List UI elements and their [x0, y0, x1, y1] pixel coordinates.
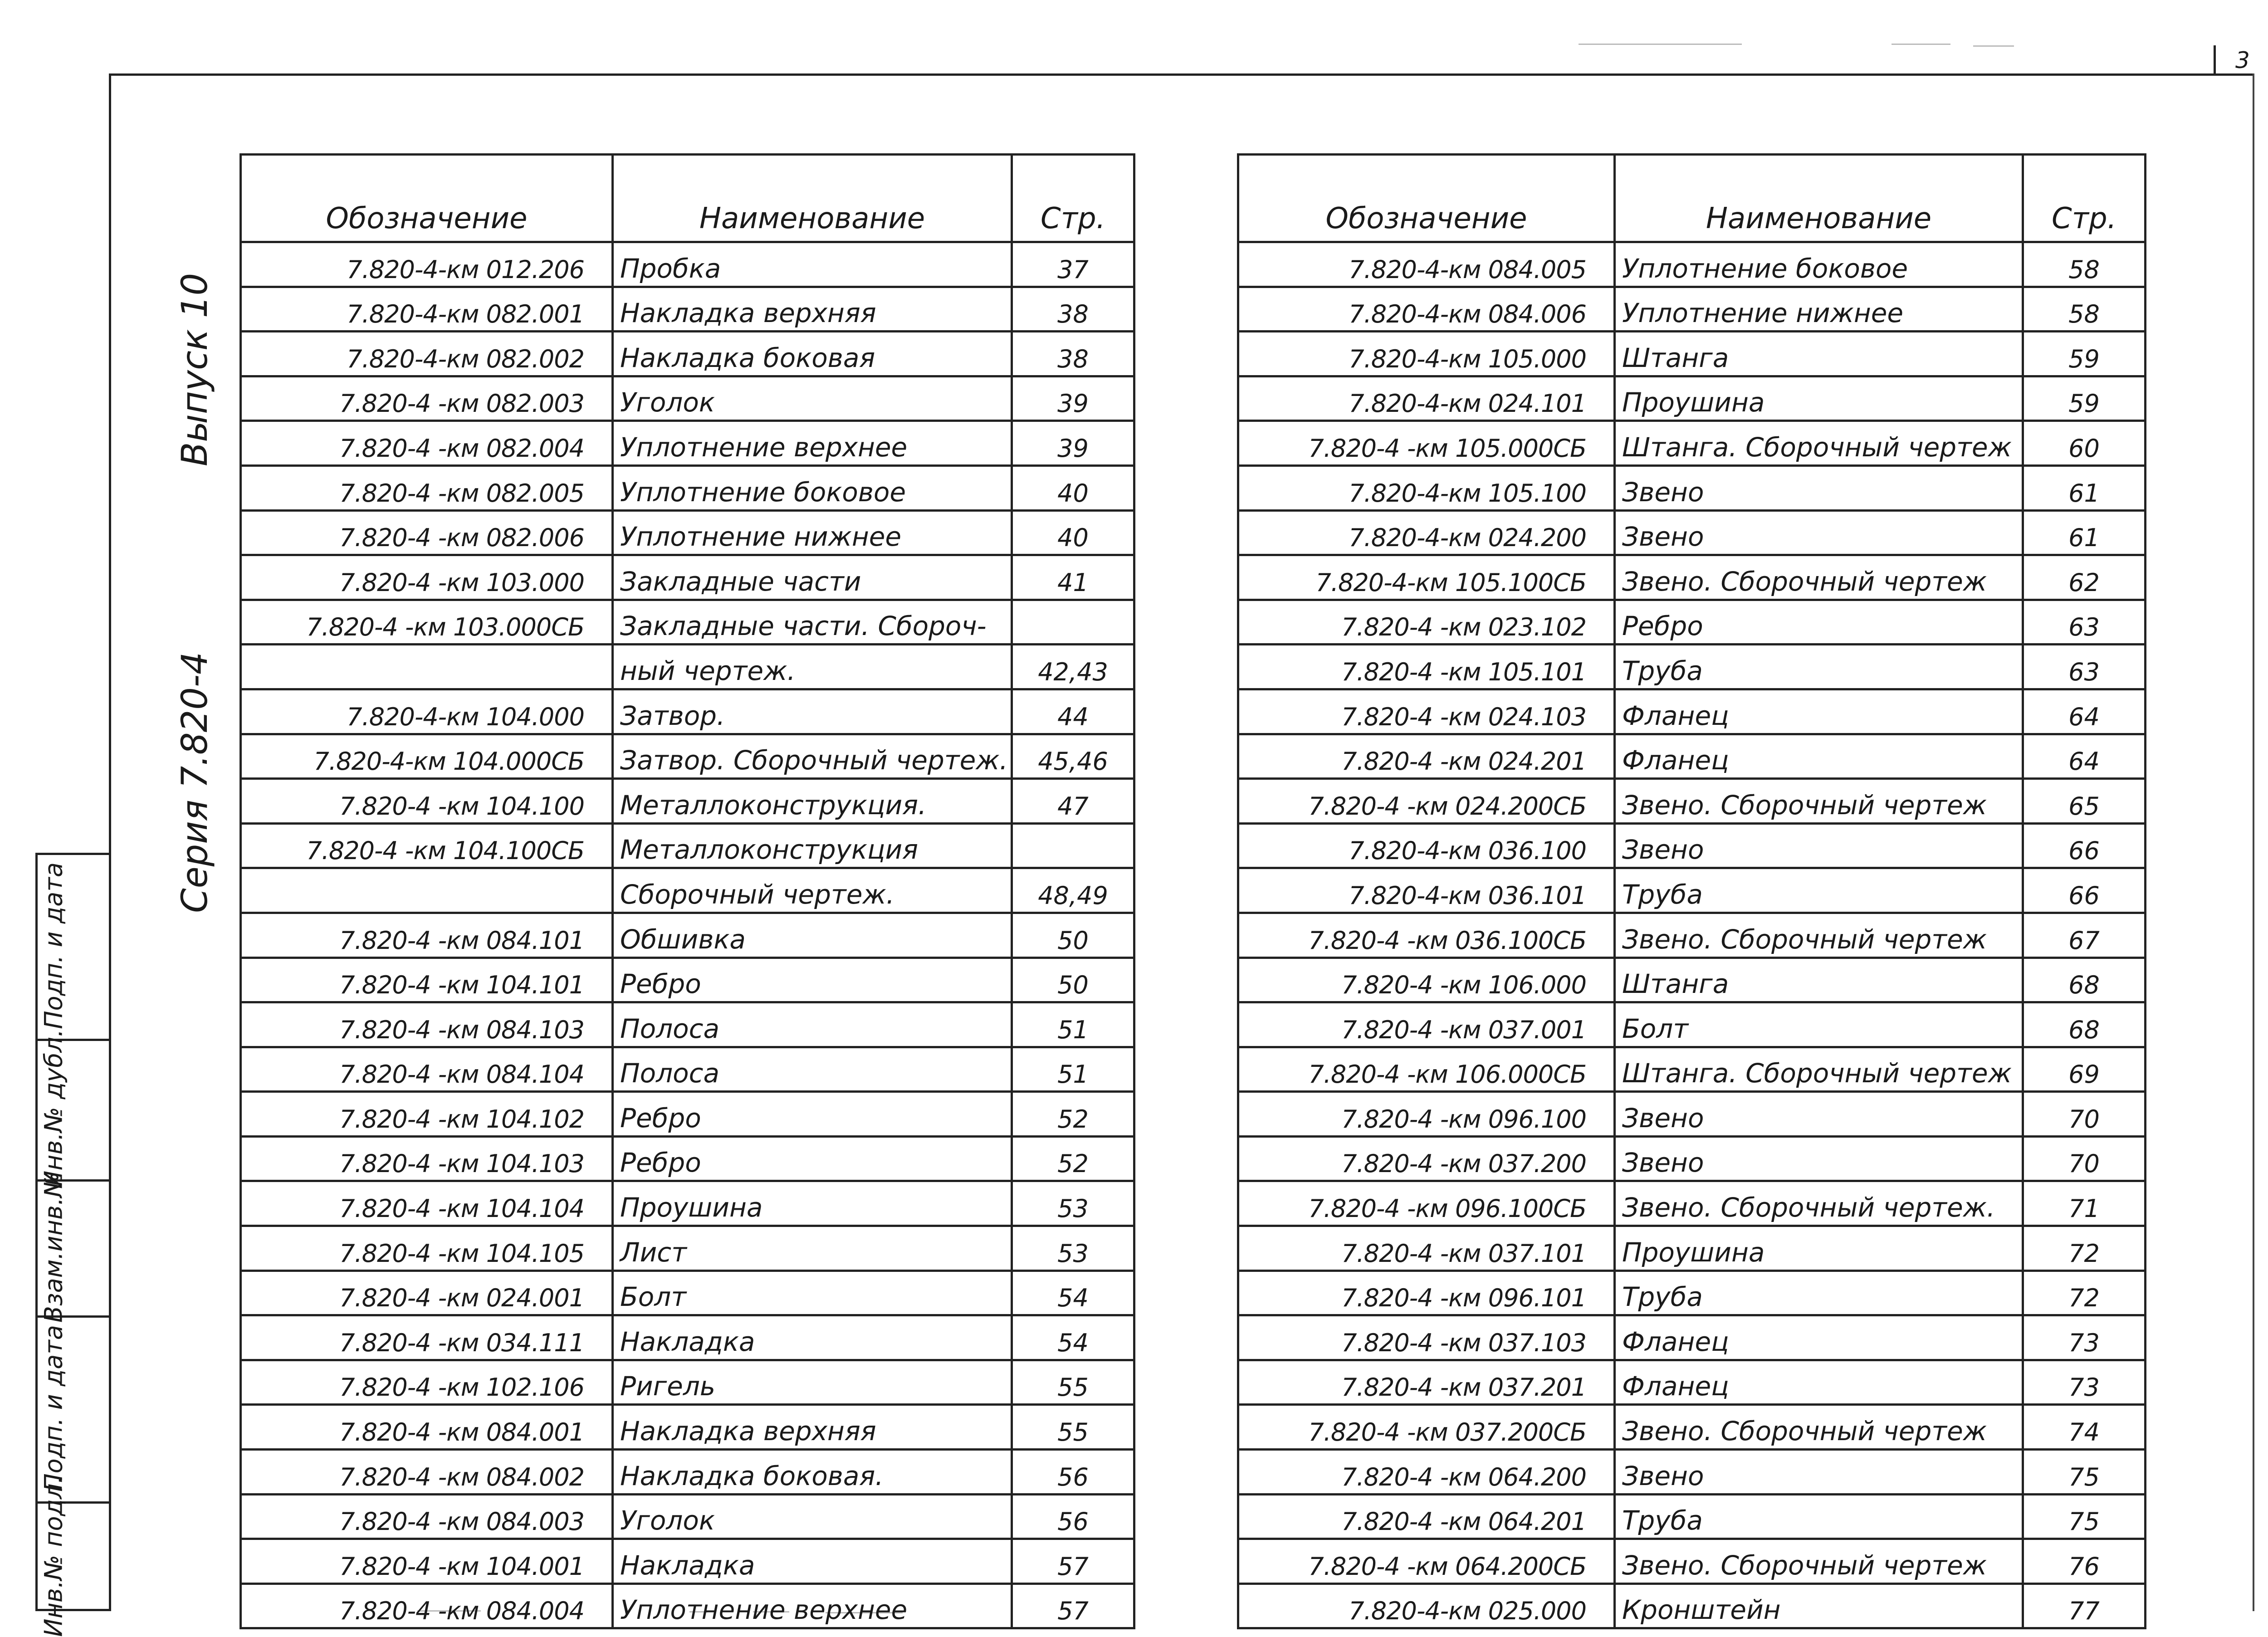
cell-name: Звено — [1615, 823, 2023, 868]
cell-page: 63 — [2023, 645, 2146, 689]
cell-name: Обшивка — [613, 913, 1012, 958]
cell-name: Звено. Сборочный чертеж — [1615, 555, 2023, 600]
table-row — [1238, 287, 2146, 332]
table-row — [241, 1315, 1134, 1360]
cell-name: Звено — [1615, 465, 2023, 510]
cell-name: Звено. Сборочный чертеж — [1615, 913, 2023, 958]
table-row — [241, 1271, 1134, 1315]
cell-page: 57 — [1012, 1583, 1134, 1628]
cell-page: 57 — [1012, 1539, 1134, 1584]
cell-name: Накладка боковая — [613, 332, 1012, 376]
cell-designation: 7.820-4 -км 082.006 — [241, 510, 613, 555]
header-designation: Обозначение — [1238, 155, 1615, 242]
cell-page: 53 — [1012, 1181, 1134, 1226]
table-row — [241, 1181, 1134, 1226]
cell-page: 38 — [1012, 332, 1134, 376]
stamp-cell — [35, 1172, 109, 1323]
cell-designation: 7.820-4 -км 064.201 — [1238, 1494, 1615, 1539]
page-number: 3 — [2235, 47, 2250, 73]
cell-page: 71 — [2023, 1181, 2146, 1226]
cell-page: 45,46 — [1012, 734, 1134, 779]
table-row — [241, 1092, 1134, 1137]
cell-designation: 7.820-4-км 012.206 — [241, 242, 613, 287]
cell-designation: 7.820-4 -км 024.103 — [1238, 689, 1615, 734]
table-row — [1238, 1181, 2146, 1226]
cell-designation: 7.820-4 -км 037.103 — [1238, 1315, 1615, 1360]
cell-name: Звено. Сборочный чертеж — [1615, 1405, 2023, 1450]
scan-mark — [1973, 45, 2014, 47]
table-row — [1238, 1494, 2146, 1539]
cell-name: Труба — [1615, 645, 2023, 689]
cell-designation: 7.820-4-км 025.000 — [1238, 1583, 1615, 1628]
scan-mark — [1892, 44, 1950, 45]
table-row — [1238, 868, 2146, 913]
cell-designation: 7.820-4 -км 084.004 — [241, 1583, 613, 1628]
cell-page: 73 — [2023, 1360, 2146, 1405]
cell-page: 44 — [1012, 689, 1134, 734]
cell-name: Металлоконструкция. — [613, 779, 1012, 824]
cell-page: 61 — [2023, 465, 2146, 510]
cell-name: Проушина — [1615, 376, 2023, 421]
cell-name: Ребро — [1615, 600, 2023, 645]
table-row — [1238, 1002, 2146, 1047]
cell-designation: 7.820-4 -км 104.100СБ — [241, 823, 613, 868]
cell-designation: 7.820-4 -км 084.001 — [241, 1405, 613, 1450]
cell-page: 40 — [1012, 465, 1134, 510]
table-row — [1238, 1271, 2146, 1315]
cell-designation: 7.820-4-км 105.100СБ — [1238, 555, 1615, 600]
cell-designation: 7.820-4 -км 064.200СБ — [1238, 1539, 1615, 1584]
cell-designation: 7.820-4 -км 103.000 — [241, 555, 613, 600]
table-row — [241, 332, 1134, 376]
cell-page: 54 — [1012, 1315, 1134, 1360]
cell-name: Звено — [1615, 1136, 2023, 1181]
cell-designation: 7.820-4-км 104.000 — [241, 689, 613, 734]
table-row — [1238, 645, 2146, 689]
cell-designation: 7.820-4-км 104.000СБ — [241, 734, 613, 779]
cell-name: Ребро — [613, 958, 1012, 1002]
cell-designation: 7.820-4 -км 082.005 — [241, 465, 613, 510]
table-row — [241, 1450, 1134, 1495]
cell-page: 58 — [2023, 242, 2146, 287]
cell-name: Затвор. Сборочный чертеж. — [613, 734, 1012, 779]
cell-designation: 7.820-4 -км 084.002 — [241, 1450, 613, 1495]
cell-name: Накладка — [613, 1315, 1012, 1360]
cell-designation: 7.820-4 -км 037.101 — [1238, 1226, 1615, 1271]
cell-page: 40 — [1012, 510, 1134, 555]
cell-name: Ригель — [613, 1360, 1012, 1405]
cell-designation: 7.820-4 -км 037.201 — [1238, 1360, 1615, 1405]
cell-designation: 7.820-4 -км 104.102 — [241, 1092, 613, 1137]
cell-page: 56 — [1012, 1494, 1134, 1539]
cell-page: 67 — [2023, 913, 2146, 958]
cell-designation: 7.820-4 -км 104.100 — [241, 779, 613, 824]
cell-name: Закладные части. Сбороч- — [613, 600, 1012, 645]
cell-name: Металлоконструкция — [613, 823, 1012, 868]
cell-name: Уплотнение верхнее — [613, 1583, 1012, 1628]
cell-name: Проушина — [1615, 1226, 2023, 1271]
cell-page: 37 — [1012, 242, 1134, 287]
cell-name: Звено. Сборочный чертеж — [1615, 779, 2023, 824]
cell-name: Уплотнение нижнее — [1615, 287, 2023, 332]
cell-page: 62 — [2023, 555, 2146, 600]
table-row — [1238, 600, 2146, 645]
cell-page: 52 — [1012, 1136, 1134, 1181]
scan-mark — [1579, 44, 1742, 45]
cell-name: Затвор. — [613, 689, 1012, 734]
cell-page: 76 — [2023, 1539, 2146, 1584]
header-name: Наименование — [613, 155, 1012, 242]
cell-designation: 7.820-4 -км 104.105 — [241, 1226, 613, 1271]
cell-designation: 7.820-4 -км 037.200СБ — [1238, 1405, 1615, 1450]
table-row — [241, 779, 1134, 824]
table-row — [241, 376, 1134, 421]
table-row — [1238, 1539, 2146, 1584]
cell-designation: 7.820-4 -км 096.101 — [1238, 1271, 1615, 1315]
cell-name: Звено — [1615, 1092, 2023, 1137]
table-row — [241, 1002, 1134, 1047]
stamp-cell — [35, 853, 109, 1039]
table-row — [241, 421, 1134, 466]
cell-name: Уплотнение верхнее — [613, 421, 1012, 466]
cell-name: Закладные части — [613, 555, 1012, 600]
cell-name: ный чертеж. — [613, 645, 1012, 689]
cell-designation: 7.820-4 -км 024.001 — [241, 1271, 613, 1315]
cell-name: Звено — [1615, 510, 2023, 555]
cell-name: Кронштейн — [1615, 1583, 2023, 1628]
cell-page: 55 — [1012, 1360, 1134, 1405]
stamp-cell-label: Подп. и дата — [39, 1325, 68, 1492]
table-row — [1238, 779, 2146, 824]
cell-designation: 7.820-4 -км 105.101 — [1238, 645, 1615, 689]
cell-page: 52 — [1012, 1092, 1134, 1137]
table-row — [241, 555, 1134, 600]
cell-name: Ребро — [613, 1136, 1012, 1181]
cell-page: 72 — [2023, 1271, 2146, 1315]
cell-page: 51 — [1012, 1002, 1134, 1047]
cell-name: Болт — [613, 1271, 1012, 1315]
cell-designation: 7.820-4 -км 102.106 — [241, 1360, 613, 1405]
cell-page: 77 — [2023, 1583, 2146, 1628]
table-row — [1238, 242, 2146, 287]
cell-page: 68 — [2023, 958, 2146, 1002]
table-row — [241, 1539, 1134, 1584]
cell-designation: 7.820-4-км 082.001 — [241, 287, 613, 332]
cell-name: Пробка — [613, 242, 1012, 287]
cell-page: 73 — [2023, 1315, 2146, 1360]
cell-page: 72 — [2023, 1226, 2146, 1271]
cell-name: Сборочный чертеж. — [613, 868, 1012, 913]
contents-table-right — [1237, 153, 2146, 1629]
table-row — [241, 1360, 1134, 1405]
table-row — [241, 287, 1134, 332]
table-row — [1238, 958, 2146, 1002]
cell-designation — [241, 868, 613, 913]
cell-page: 48,49 — [1012, 868, 1134, 913]
cell-page: 66 — [2023, 868, 2146, 913]
cell-designation: 7.820-4 -км 084.103 — [241, 1002, 613, 1047]
cell-name: Фланец — [1615, 1360, 2023, 1405]
table-row — [241, 510, 1134, 555]
cell-designation — [241, 645, 613, 689]
cell-name: Штанга. Сборочный чертеж — [1615, 421, 2023, 466]
table-row — [241, 823, 1134, 868]
cell-designation: 7.820-4 -км 084.003 — [241, 1494, 613, 1539]
cell-page: 53 — [1012, 1226, 1134, 1271]
table-row — [241, 465, 1134, 510]
table-row — [241, 645, 1134, 689]
stamp-cell-label: Подп. и дата — [39, 862, 68, 1029]
cell-page: 70 — [2023, 1136, 2146, 1181]
table-row — [1238, 734, 2146, 779]
cell-name: Уплотнение нижнее — [613, 510, 1012, 555]
table-row — [241, 1583, 1134, 1628]
cell-page — [1012, 823, 1134, 868]
issue-label: Выпуск 10 — [175, 273, 215, 467]
cell-designation: 7.820-4-км 105.100 — [1238, 465, 1615, 510]
cell-name: Лист — [613, 1226, 1012, 1271]
cell-designation: 7.820-4 -км 036.100СБ — [1238, 913, 1615, 958]
cell-designation: 7.820-4 -км 104.103 — [241, 1136, 613, 1181]
table-row — [1238, 332, 2146, 376]
cell-name: Звено — [1615, 1450, 2023, 1495]
cell-page: 55 — [1012, 1405, 1134, 1450]
cell-page: 51 — [1012, 1047, 1134, 1092]
cell-name: Звено. Сборочный чертеж — [1615, 1539, 2023, 1584]
cell-designation: 7.820-4 -км 024.201 — [1238, 734, 1615, 779]
table-row — [1238, 689, 2146, 734]
cell-name: Болт — [1615, 1002, 2023, 1047]
cell-designation: 7.820-4-км 024.101 — [1238, 376, 1615, 421]
stamp-cell-label: Инв.№ подл. — [39, 1476, 68, 1637]
cell-name: Звено. Сборочный чертеж. — [1615, 1181, 2023, 1226]
cell-designation: 7.820-4-км 105.000 — [1238, 332, 1615, 376]
frame-top-border — [109, 73, 2253, 76]
cell-page: 41 — [1012, 555, 1134, 600]
cell-page: 58 — [2023, 287, 2146, 332]
table-row — [1238, 510, 2146, 555]
cell-name: Уголок — [613, 376, 1012, 421]
cell-name: Труба — [1615, 1494, 2023, 1539]
cell-name: Фланец — [1615, 689, 2023, 734]
table-row — [1238, 1360, 2146, 1405]
table-row — [1238, 1405, 2146, 1450]
table-row — [1238, 421, 2146, 466]
cell-page: 59 — [2023, 376, 2146, 421]
table-row — [241, 600, 1134, 645]
cell-designation: 7.820-4 -км 104.001 — [241, 1539, 613, 1584]
cell-page: 50 — [1012, 958, 1134, 1002]
cell-designation: 7.820-4 -км 037.001 — [1238, 1002, 1615, 1047]
stamp-cell-label: Взам.инв.№ — [39, 1172, 68, 1323]
cell-designation: 7.820-4 -км 096.100СБ — [1238, 1181, 1615, 1226]
cell-name: Штанга — [1615, 332, 2023, 376]
cell-designation: 7.820-4 -км 104.104 — [241, 1181, 613, 1226]
table-row — [1238, 1047, 2146, 1092]
header-name: Наименование — [1615, 155, 2023, 242]
table-row — [241, 958, 1134, 1002]
cell-name: Уплотнение боковое — [613, 465, 1012, 510]
cell-designation: 7.820-4 -км 023.102 — [1238, 600, 1615, 645]
table-row — [241, 1226, 1134, 1271]
cell-designation: 7.820-4-км 084.006 — [1238, 287, 1615, 332]
cell-designation: 7.820-4 -км 082.004 — [241, 421, 613, 466]
table-header-row — [1238, 155, 2146, 242]
cell-page: 56 — [1012, 1450, 1134, 1495]
table-row — [1238, 555, 2146, 600]
cell-designation: 7.820-4 -км 096.100 — [1238, 1092, 1615, 1137]
cell-name: Накладка боковая. — [613, 1450, 1012, 1495]
cell-designation: 7.820-4 -км 034.111 — [241, 1315, 613, 1360]
stamp-cell — [35, 1315, 109, 1501]
header-page: Стр. — [1012, 155, 1134, 242]
cell-page: 75 — [2023, 1450, 2146, 1495]
table-row — [1238, 376, 2146, 421]
cell-page: 68 — [2023, 1002, 2146, 1047]
cell-designation: 7.820-4-км 082.002 — [241, 332, 613, 376]
table-row — [1238, 1136, 2146, 1181]
table-row — [1238, 1092, 2146, 1137]
cell-page: 47 — [1012, 779, 1134, 824]
cell-page: 63 — [2023, 600, 2146, 645]
table-row — [241, 1047, 1134, 1092]
cell-page: 42,43 — [1012, 645, 1134, 689]
stamp-cell — [35, 1029, 109, 1189]
cell-page — [1012, 600, 1134, 645]
cell-page: 69 — [2023, 1047, 2146, 1092]
cell-page: 70 — [2023, 1092, 2146, 1137]
cell-page: 75 — [2023, 1494, 2146, 1539]
cell-page: 50 — [1012, 913, 1134, 958]
table-row — [241, 734, 1134, 779]
cell-page: 64 — [2023, 689, 2146, 734]
cell-name: Уголок — [613, 1494, 1012, 1539]
table-row — [241, 868, 1134, 913]
cell-designation: 7.820-4 -км 084.104 — [241, 1047, 613, 1092]
cell-designation: 7.820-4-км 036.100 — [1238, 823, 1615, 868]
table-header-row — [241, 155, 1134, 242]
table-row — [1238, 823, 2146, 868]
cell-designation: 7.820-4 -км 105.000СБ — [1238, 421, 1615, 466]
cell-name: Труба — [1615, 1271, 2023, 1315]
cell-designation: 7.820-4 -км 106.000СБ — [1238, 1047, 1615, 1092]
table-row — [241, 242, 1134, 287]
cell-name: Накладка верхняя — [613, 1405, 1012, 1450]
cell-designation: 7.820-4 -км 037.200 — [1238, 1136, 1615, 1181]
cell-designation: 7.820-4 -км 106.000 — [1238, 958, 1615, 1002]
cell-designation: 7.820-4 -км 104.101 — [241, 958, 613, 1002]
cell-designation: 7.820-4 -км 024.200СБ — [1238, 779, 1615, 824]
contents-table-left — [240, 153, 1135, 1629]
cell-designation: 7.820-4 -км 084.101 — [241, 913, 613, 958]
cell-designation: 7.820-4-км 024.200 — [1238, 510, 1615, 555]
cell-designation: 7.820-4 -км 103.000СБ — [241, 600, 613, 645]
cell-designation: 7.820-4-км 084.005 — [1238, 242, 1615, 287]
cell-page: 66 — [2023, 823, 2146, 868]
stamp-cell-label: Инв.№ дубл. — [39, 1029, 68, 1189]
table-row — [1238, 1226, 2146, 1271]
header-designation: Обозначение — [241, 155, 613, 242]
cell-designation: 7.820-4 -км 082.003 — [241, 376, 613, 421]
cell-name: Накладка — [613, 1539, 1012, 1584]
header-page: Стр. — [2023, 155, 2146, 242]
table-row — [241, 913, 1134, 958]
cell-name: Фланец — [1615, 1315, 2023, 1360]
cell-name: Ребро — [613, 1092, 1012, 1137]
frame-left-border — [109, 73, 111, 1611]
cell-page: 64 — [2023, 734, 2146, 779]
cell-name: Штанга. Сборочный чертеж — [1615, 1047, 2023, 1092]
series-label: Серия 7.820-4 — [175, 652, 215, 913]
table-row — [241, 1405, 1134, 1450]
table-row — [241, 1136, 1134, 1181]
table-row — [1238, 1583, 2146, 1628]
cell-page: 74 — [2023, 1405, 2146, 1450]
cell-designation: 7.820-4-км 036.101 — [1238, 868, 1615, 913]
cell-name: Уплотнение боковое — [1615, 242, 2023, 287]
table-row — [241, 689, 1134, 734]
cell-page: 60 — [2023, 421, 2146, 466]
table-row — [1238, 465, 2146, 510]
cell-page: 59 — [2023, 332, 2146, 376]
stamp-cell — [35, 1476, 109, 1637]
cell-page: 65 — [2023, 779, 2146, 824]
cell-name: Штанга — [1615, 958, 2023, 1002]
cell-page: 54 — [1012, 1271, 1134, 1315]
cell-name: Полоса — [613, 1047, 1012, 1092]
cell-name: Проушина — [613, 1181, 1012, 1226]
cell-page: 39 — [1012, 376, 1134, 421]
table-row — [1238, 913, 2146, 958]
table-row — [1238, 1450, 2146, 1495]
table-row — [1238, 1315, 2146, 1360]
cell-name: Фланец — [1615, 734, 2023, 779]
cell-page: 39 — [1012, 421, 1134, 466]
cell-name: Накладка верхняя — [613, 287, 1012, 332]
cell-page: 61 — [2023, 510, 2146, 555]
cell-page: 38 — [1012, 287, 1134, 332]
cell-name: Труба — [1615, 868, 2023, 913]
cell-name: Полоса — [613, 1002, 1012, 1047]
cell-designation: 7.820-4 -км 064.200 — [1238, 1450, 1615, 1495]
frame-right-border — [2253, 73, 2254, 1611]
table-row — [241, 1494, 1134, 1539]
